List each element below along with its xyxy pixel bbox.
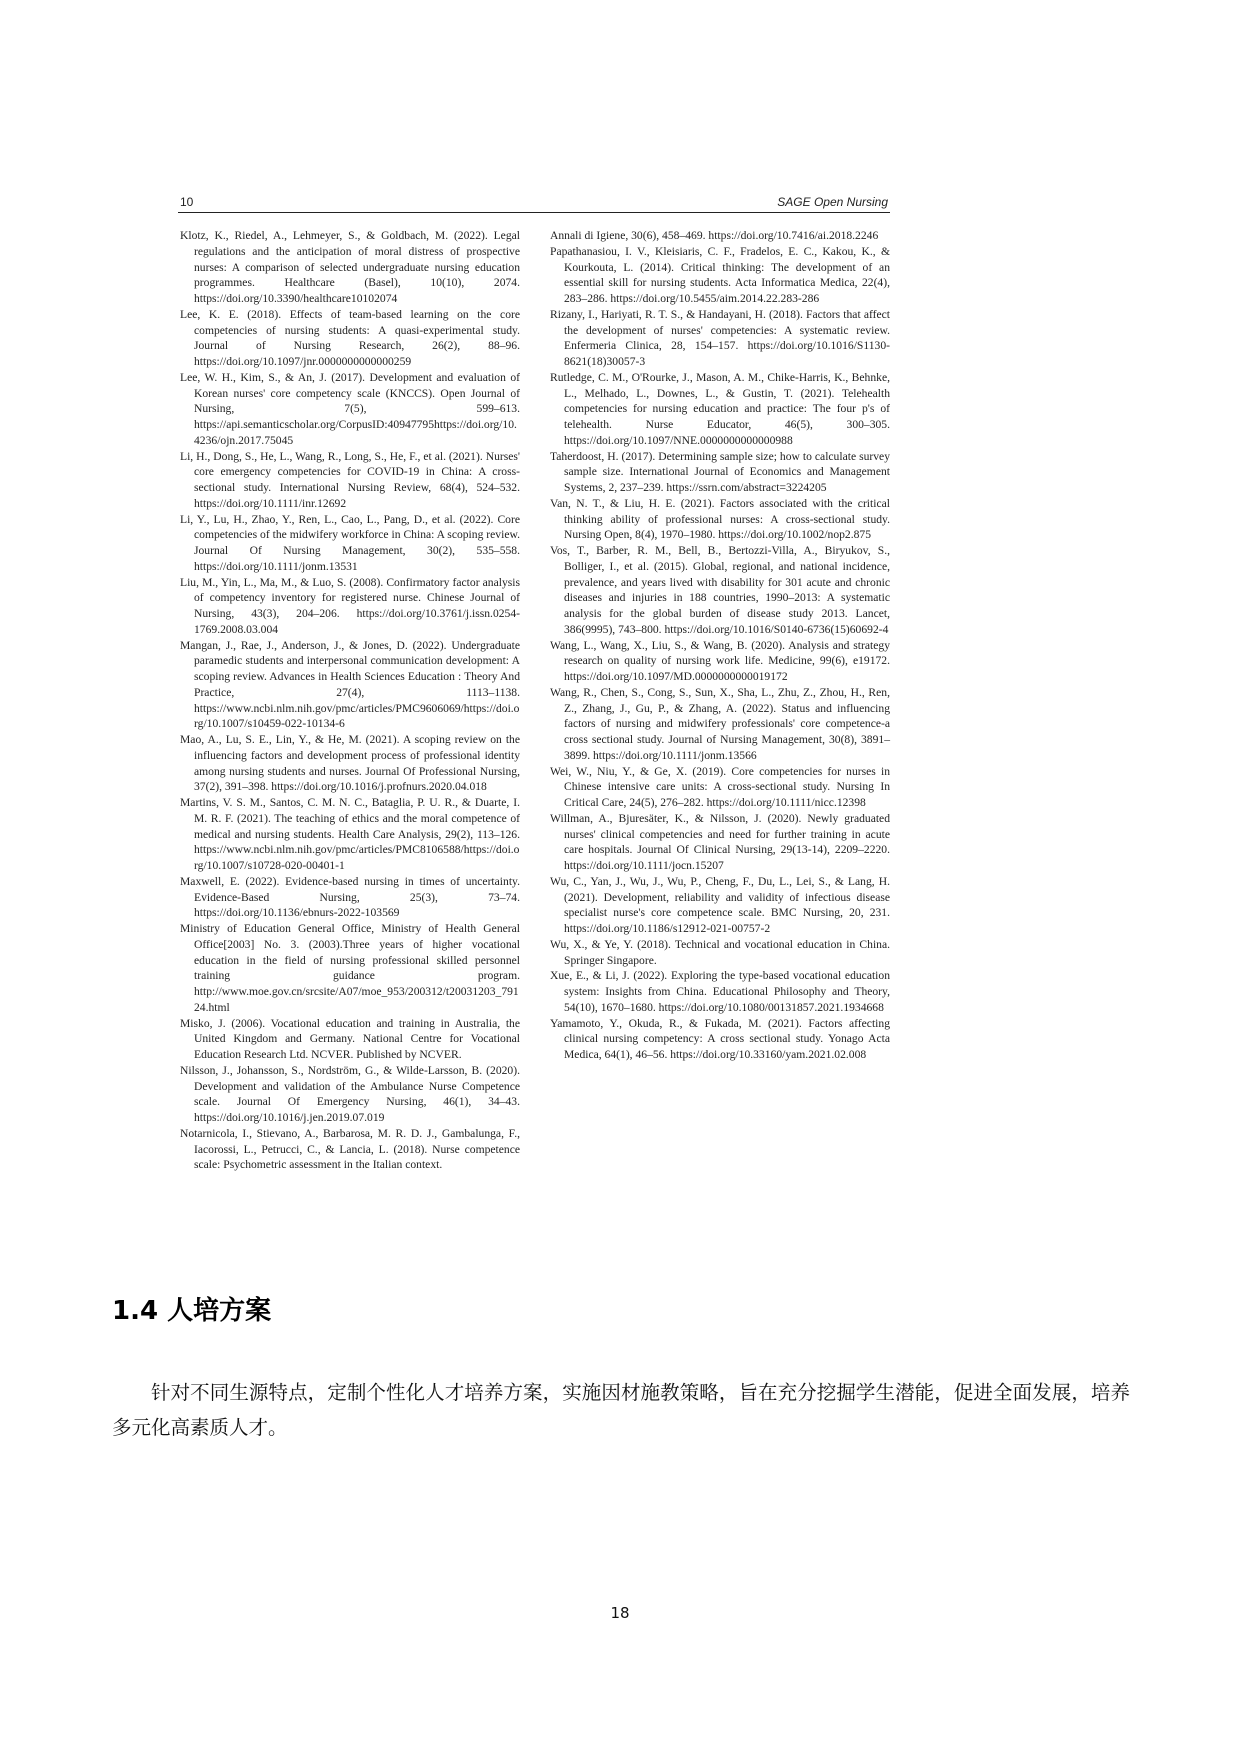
- reference-entry: Liu, M., Yin, L., Ma, M., & Luo, S. (2008). Confirmatory factor analysis of competency inventory for registered nurse. Chinese Journal of Nursing, 43(3), 204–206. https://doi.org/10.3761/j.issn.0254-1769.2008.03.004: [180, 575, 520, 636]
- reference-entry: Rizany, I., Hariyati, R. T. S., & Handayani, H. (2018). Factors that affect the development of nurses' competencies: A systematic review. Enfermeria Clinica, 28, 154–157. https://doi.org/10.1016/S1130-8621(18)30057-3: [550, 307, 890, 368]
- section-paragraph: 针对不同生源特点，定制个性化人才培养方案，实施因材施教策略，旨在充分挖掘学生潜能，促进全面发展，培养多元化高素质人才。: [112, 1381, 1130, 1439]
- references-right-column: [550, 228, 890, 1063]
- reference-entry: Papathanasiou, I. V., Kleisiaris, C. F., Fradelos, E. C., Kakou, K., & Kourkouta, L. (2014). Critical thinking: The development of an essential skill for nursing students. Acta Informatica Medica, 22(4), 283–286. https://doi.org/10.5455/aim.2014.22.283-286: [550, 244, 890, 305]
- reference-entry: Ministry of Education General Office, Ministry of Health General Office[2003] No. 3. (2003).Three years of higher vocational education in the field of nursing professional skilled personnel training guidance program. http://www.moe.gov.cn/srcsite/A07/moe_953/200312/t20031203_79124.html: [180, 922, 520, 1014]
- reference-entry: Annali di Igiene, 30(6), 458–469. https://doi.org/10.7416/ai.2018.2246: [550, 229, 879, 242]
- reference-entry: Wang, L., Wang, X., Liu, S., & Wang, B. (2020). Analysis and strategy research on quality of nursing work life. Medicine, 99(6), e19172. https://doi.org/10.1097/MD.0000000000019172: [550, 638, 890, 683]
- reference-entry: Wu, C., Yan, J., Wu, J., Wu, P., Cheng, F., Du, L., Lei, S., & Lang, H. (2021). Development, reliability and validity of infectious disease specialist nurse's core competence scale. BMC Nursing, 20, 231. https://doi.org/10.1186/s12912-021-00757-2: [550, 874, 890, 935]
- reference-entry: Vos, T., Barber, R. M., Bell, B., Bertozzi-Villa, A., Biryukov, S., Bolliger, I., et al. (2015). Global, regional, and national incidence, prevalence, and years lived with disability for 301 acute and chronic diseases and injuries in 188 countries, 1990–2013: A systematic analysis for the global burden of disease study 2013. Lancet, 386(9995), 743–800. https://doi.org/10.1016/S0140-6736(15)60692-4: [550, 544, 890, 636]
- reference-entry: Xue, E., & Li, J. (2022). Exploring the type-based vocational education system: Insights from China. Educational Philosophy and Theory, 54(10), 1670–1680. https://doi.org/10.1080/00131857.2021.1934668: [550, 969, 890, 1014]
- reference-entry: Martins, V. S. M., Santos, C. M. N. C., Bataglia, P. U. R., & Duarte, I. M. R. F. (2021). The teaching of ethics and the moral competence of medical and nursing students. Health Care Analysis, 29(2), 113–126. https://www.ncbi.nlm.nih.gov/pmc/articles/PMC8106588/https://doi.org/10.1007/s10728-020-00401-1: [180, 796, 520, 872]
- journal-title: SAGE Open Nursing: [777, 195, 888, 209]
- reference-entry: Willman, A., Bjuresäter, K., & Nilsson, J. (2020). Newly graduated nurses' clinical competencies and need for further training in acute care hospitals. Journal Of Clinical Nursing, 29(13-14), 2209–2220. https://doi.org/10.1111/jocn.15207: [550, 811, 890, 872]
- page-number: 18: [610, 1604, 630, 1622]
- reference-entry: Li, Y., Lu, H., Zhao, Y., Ren, L., Cao, L., Pang, D., et al. (2022). Core competencies of the midwifery workforce in China: A scoping review. Journal Of Nursing Management, 30(2), 535–558. https://doi.org/10.1111/jonm.13531: [180, 512, 520, 573]
- journal-running-header: [178, 190, 890, 213]
- references-left-column: [180, 228, 520, 1173]
- reference-entry: Mao, A., Lu, S. E., Lin, Y., & He, M. (2021). A scoping review on the influencing factors and development process of professional identity among nursing students and nurses. Journal Of Professional Nursing, 37(2), 391–398. https://doi.org/10.1016/j.profnurs.2020.04.018: [180, 733, 520, 794]
- reference-entry: Van, N. T., & Liu, H. E. (2021). Factors associated with the critical thinking ability of professional nurses: A cross-sectional study. Nursing Open, 8(4), 1970–1980. https://doi.org/10.1002/nop2.875: [550, 496, 890, 542]
- reference-entry: Nilsson, J., Johansson, S., Nordström, G., & Wilde-Larsson, B. (2020). Development and validation of the Ambulance Nurse Competence scale. Journal Of Emergency Nursing, 46(1), 34–43. https://doi.org/10.1016/j.jen.2019.07.019: [180, 1063, 520, 1124]
- journal-page-number: 10: [180, 195, 194, 209]
- reference-entry: Li, H., Dong, S., He, L., Wang, R., Long, S., He, F., et al. (2021). Nurses' core emergency competencies for COVID-19 in China: A cross-sectional study. International Nursing Review, 68(4), 524–532. https://doi.org/10.1111/inr.12692: [180, 449, 520, 510]
- reference-entry: Wang, R., Chen, S., Cong, S., Sun, X., Sha, L., Zhu, Z., Zhou, H., Ren, Z., Zhang, J., Gu, P., & Zhang, A. (2022). Status and influencing factors of nursing and midwifery professionals' core competence-a cross sectional study. Journal of Nursing Management, 30(8), 3891–3899. https://doi.org/10.1111/jonm.13566: [550, 685, 890, 762]
- reference-entry: Mangan, J., Rae, J., Anderson, J., & Jones, D. (2022). Undergraduate paramedic students and interpersonal communication development: A scoping review. Advances in Health Sciences Education : Theory And Practice, 27(4), 1113–1138. https://www.ncbi.nlm.nih.gov/pmc/articles/PMC9606069/https://doi.org/10.1007/s10459-022-10134-6: [180, 638, 520, 731]
- reference-entry: Yamamoto, Y., Okuda, R., & Fukada, M. (2021). Factors affecting clinical nursing competency: A cross sectional study. Yonago Acta Medica, 64(1), 46–56. https://doi.org/10.33160/yam.2021.02.008: [550, 1016, 890, 1061]
- reference-entry: Notarnicola, I., Stievano, A., Barbarosa, M. R. D. J., Gambalunga, F., Iacorossi, L., Petrucci, C., & Lancia, L. (2018). Nurse competence scale: Psychometric assessment in the Italian context.: [180, 1126, 520, 1172]
- reference-entry: Misko, J. (2006). Vocational education and training in Australia, the United Kingdom and Germany. National Centre for Vocational Education Research Ltd. NCVER. Published by NCVER.: [180, 1016, 520, 1061]
- reference-entry: Klotz, K., Riedel, A., Lehmeyer, S., & Goldbach, M. (2022). Legal regulations and the anticipation of moral distress of prospective nurses: A comparison of selected undergraduate nursing education programmes. Healthcare (Basel), 10(10), 2074. https://doi.org/10.3390/healthcare10102074: [180, 229, 520, 305]
- reference-entry: Rutledge, C. M., O'Rourke, J., Mason, A. M., Chike-Harris, K., Behnke, L., Melhado, L., Downes, L., & Gustin, T. (2021). Telehealth competencies for nursing education and practice: The four p's of telehealth. Nurse Educator, 46(5), 300–305. https://doi.org/10.1097/NNE.0000000000000988: [550, 370, 890, 447]
- reference-entry: Taherdoost, H. (2017). Determining sample size; how to calculate survey sample size. International Journal of Economics and Management Systems, 2, 237–239. https://ssrn.com/abstract=3224205: [550, 449, 890, 494]
- section-heading: 1.4 人培方案: [112, 1296, 272, 1326]
- reference-entry: Wei, W., Niu, Y., & Ge, X. (2019). Core competencies for nurses in Chinese intensive care units: A cross-sectional study. Nursing In Critical Care, 24(5), 276–282. https://doi.org/10.1111/nicc.12398: [550, 764, 890, 809]
- scanned-journal-page: [178, 190, 890, 1170]
- reference-entry: Maxwell, E. (2022). Evidence-based nursing in times of uncertainty. Evidence-Based Nursing, 25(3), 73–74. https://doi.org/10.1136/ebnurs-2022-103569: [180, 874, 520, 920]
- reference-entry: Wu, X., & Ye, Y. (2018). Technical and vocational education in China. Springer Singapore.: [550, 937, 890, 967]
- reference-entry: Lee, K. E. (2018). Effects of team-based learning on the core competencies of nursing students: A quasi-experimental study. Journal of Nursing Research, 26(2), 88–96. https://doi.org/10.1097/jnr.0000000000000259: [180, 307, 520, 368]
- reference-entry: Lee, W. H., Kim, S., & An, J. (2017). Development and evaluation of Korean nurses' core competency scale (KNCCS). Open Journal of Nursing, 7(5), 599–613. https://api.semanticscholar.org/CorpusID:40947795https://doi.org/10.4236/ojn.2017.75045: [180, 370, 520, 447]
